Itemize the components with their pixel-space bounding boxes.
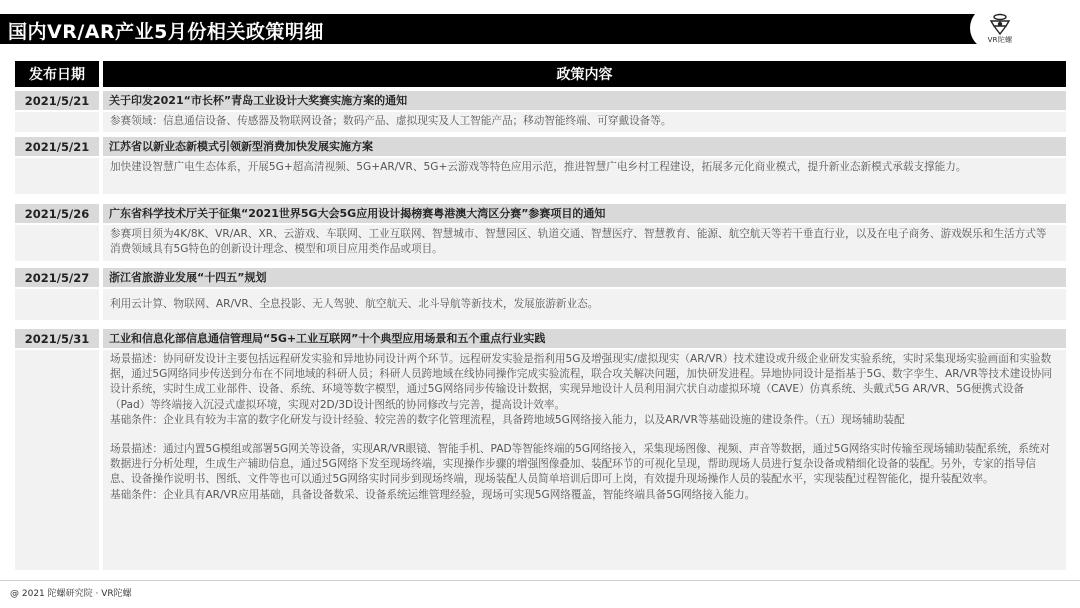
row-date: 2021/5/27 bbox=[15, 268, 99, 287]
detail-paragraph: 场景描述：协同研发设计主要包括远程研发实验和异地协同设计两个环节。远程研发实验是指利用5G及增强现实/虚拟现实（AR/VR）技术建设或升级企业研发实验系统，实时采集现场实验画面和实验数据，通过5G网络同步传送到分布在不同地域的科研人员；科研人员跨地域在线协同操作完成实验流程，联合攻关解决问题，加快研发进程。异地协同设计是指基于5G、数字孪生、AR/VR等技术建设协同设计系统，实时生成工业部件、设备、系统、环境等数字模型，通过5G网络同步传输设计数据，实现异地设计人员利用洞穴状自动虚拟环境（CAVE）仿真系统、头戴式5G AR/VR、5G便携式设备（Pad）等终端接入沉浸式虚拟环境，实现对2D/3D设计图纸的协同修改与完善，提高设计效率。 bbox=[110, 353, 1052, 411]
row-detail bbox=[103, 158, 1066, 194]
row-detail bbox=[103, 289, 1066, 320]
detail-paragraph: 加快建设智慧广电生态体系，开展5G+超高清视频、5G+AR/VR、5G+云游戏等特色应用示范，推进智慧广电乡村工程建设，拓展多元化商业模式，提升新业态新模式承载支撑能力。 bbox=[110, 161, 967, 173]
detail-paragraph: 参赛项目须为4K/8K、VR/AR、XR、云游戏、车联网、工业互联网、智慧城市、智慧园区、轨道交通、智慧医疗、智慧教育、能源、航空航天等若干垂直行业，以及在电子商务、游戏娱乐和生活方式等消费领域具有5G特色的创新设计理念、模型和项目应用类作品或项目。 bbox=[110, 228, 1047, 256]
detail-paragraph: 基础条件：企业具有较为丰富的数字化研发与设计经验、较完善的数字化管理流程，具备跨地域5G网络接入能力，以及AR/VR等基础设施的建设条件。（五）现场辅助装配 bbox=[110, 413, 905, 426]
row-title: 关于印发2021“市长杯”青岛工业设计大奖赛实施方案的通知 bbox=[103, 91, 1066, 110]
footer-copyright: @ 2021 陀螺研究院 · VR陀螺 bbox=[10, 589, 132, 599]
detail-paragraph: 利用云计算、物联网、AR/VR、全息投影、无人驾驶、航空航天、北斗导航等新技术，发展旅游新业态。 bbox=[110, 298, 599, 310]
header-date: 发布日期 bbox=[15, 61, 99, 87]
row-date: 2021/5/26 bbox=[15, 204, 99, 223]
logo bbox=[970, 6, 1030, 50]
row-date: 2021/5/31 bbox=[15, 329, 99, 348]
gyroscope-icon bbox=[987, 12, 1013, 36]
date-cell-blank bbox=[15, 158, 99, 194]
detail-paragraph: 基础条件：企业具有AR/VR应用基础，具备设备数采、设备系统运维管理经验，现场可实现5G网络覆盖，智能终端具备5G网络接入能力。 bbox=[110, 488, 756, 501]
date-cell-blank bbox=[15, 350, 99, 570]
logo-text: VR陀螺 bbox=[987, 36, 1013, 44]
header-policy: 政策内容 bbox=[103, 61, 1066, 87]
date-cell-blank bbox=[15, 289, 99, 320]
detail-paragraph: 参赛领域：信息通信设备、传感器及物联网设备；数码产品、虚拟现实及人工智能产品；移动智能终端、可穿戴设备等。 bbox=[110, 115, 672, 127]
title-bar bbox=[0, 14, 1000, 44]
detail-paragraph: 场景描述：通过内置5G模组或部署5G网关等设备，实现AR/VR眼镜、智能手机、PAD等智能终端的5G网络接入，采集现场图像、视频、声音等数据，通过5G网络实时传输至现场辅助装配系统，系统对数据进行分析处理，生成生产辅助信息，通过5G网络下发至现场终端，实现操作步骤的增强图像叠加、装配环节的可视化呈现，帮助现场人员进行复杂设备或精细化设备的装配。另外，专家的指导信息、设备操作说明书、图纸、文件等也可以通过5G网络实时同步到现场终端，现场装配人员简单培训后即可上岗，有效提升现场操作人员的装配水平，实现装配过程智能化，提升装配效率。 bbox=[110, 443, 1051, 486]
row-title: 工业和信息化部信息通信管理局“5G+工业互联网”十个典型应用场景和五个重点行业实践 bbox=[103, 329, 1066, 348]
paragraph-gap bbox=[110, 428, 1056, 442]
row-detail bbox=[103, 350, 1066, 570]
row-title: 江苏省以新业态新模式引领新型消费加快发展实施方案 bbox=[103, 137, 1066, 156]
row-date: 2021/5/21 bbox=[15, 91, 99, 110]
row-date: 2021/5/21 bbox=[15, 137, 99, 156]
row-title: 浙江省旅游业发展“十四五”规划 bbox=[103, 268, 1066, 287]
page-title: 国内VR/AR产业5月份相关政策明细 bbox=[8, 21, 324, 43]
date-cell-blank bbox=[15, 112, 99, 132]
row-detail bbox=[103, 225, 1066, 261]
row-detail bbox=[103, 112, 1066, 132]
date-cell-blank bbox=[15, 225, 99, 261]
footer-divider bbox=[0, 580, 1080, 581]
row-title: 广东省科学技术厅关于征集“2021世界5G大会5G应用设计揭榜赛粤港澳大湾区分赛”参赛项目的通知 bbox=[103, 204, 1066, 223]
